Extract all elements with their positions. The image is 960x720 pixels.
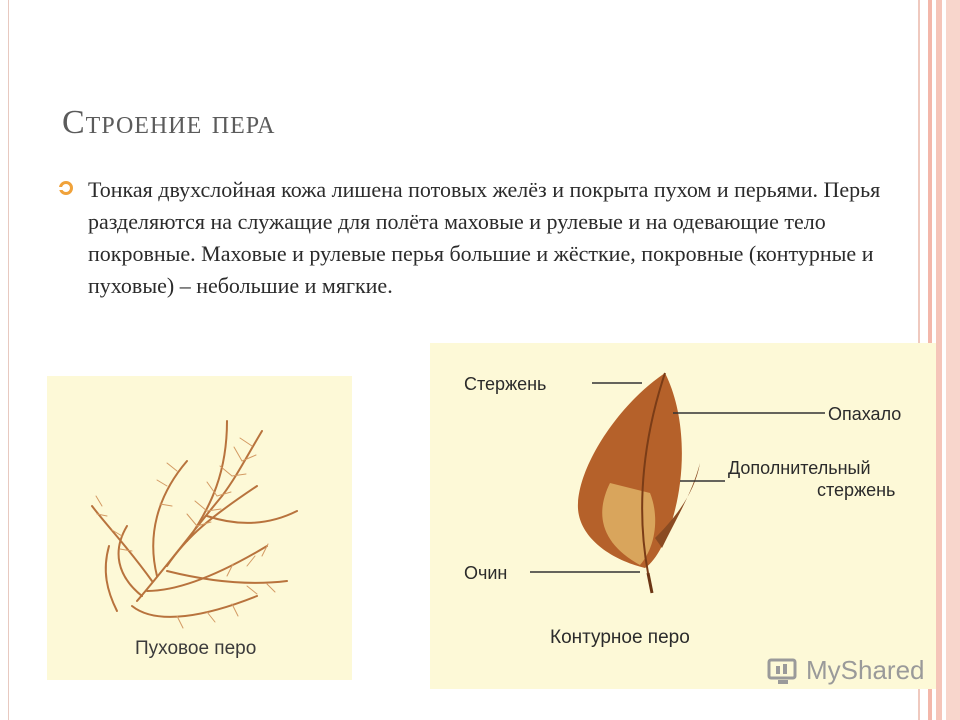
- myshared-logo-icon: [766, 656, 800, 688]
- contour-feather-figure: [430, 343, 936, 689]
- myshared-watermark: MyShared: [806, 655, 925, 685]
- label-shaft: Стержень: [464, 374, 547, 394]
- down-feather-caption: Пуховое перо: [135, 638, 257, 659]
- label-vane: Опахало: [828, 404, 902, 424]
- contour-feather-caption: Контурное перо: [550, 627, 690, 648]
- body-paragraph: Тонкая двухслойная кожа лишена потовых желёз и покрыта пухом и перьями. Перья разделяются на служащие для полёта маховые и рулевые и на одевающие тело покровные. Маховые и рулевые перья большие и жёсткие, покровные (контурные и пуховые) – небольшие и мягкие.: [88, 177, 881, 298]
- feather-calamus: [648, 573, 652, 593]
- label-calamus: Очин: [464, 563, 508, 583]
- slide-border-left: [8, 0, 9, 720]
- down-feather-figure: [47, 376, 352, 680]
- contour-feather-illustration: [430, 343, 936, 689]
- slide-title: Строение пера: [62, 104, 276, 141]
- slide-border-stripe: [936, 0, 942, 720]
- label-aftershaft-line2: стержень: [817, 480, 896, 500]
- slide-border-stripe: [946, 0, 960, 720]
- bullet-icon: [58, 180, 74, 196]
- label-aftershaft-line1: Дополнительный: [728, 458, 871, 478]
- down-feather-illustration: [47, 376, 352, 680]
